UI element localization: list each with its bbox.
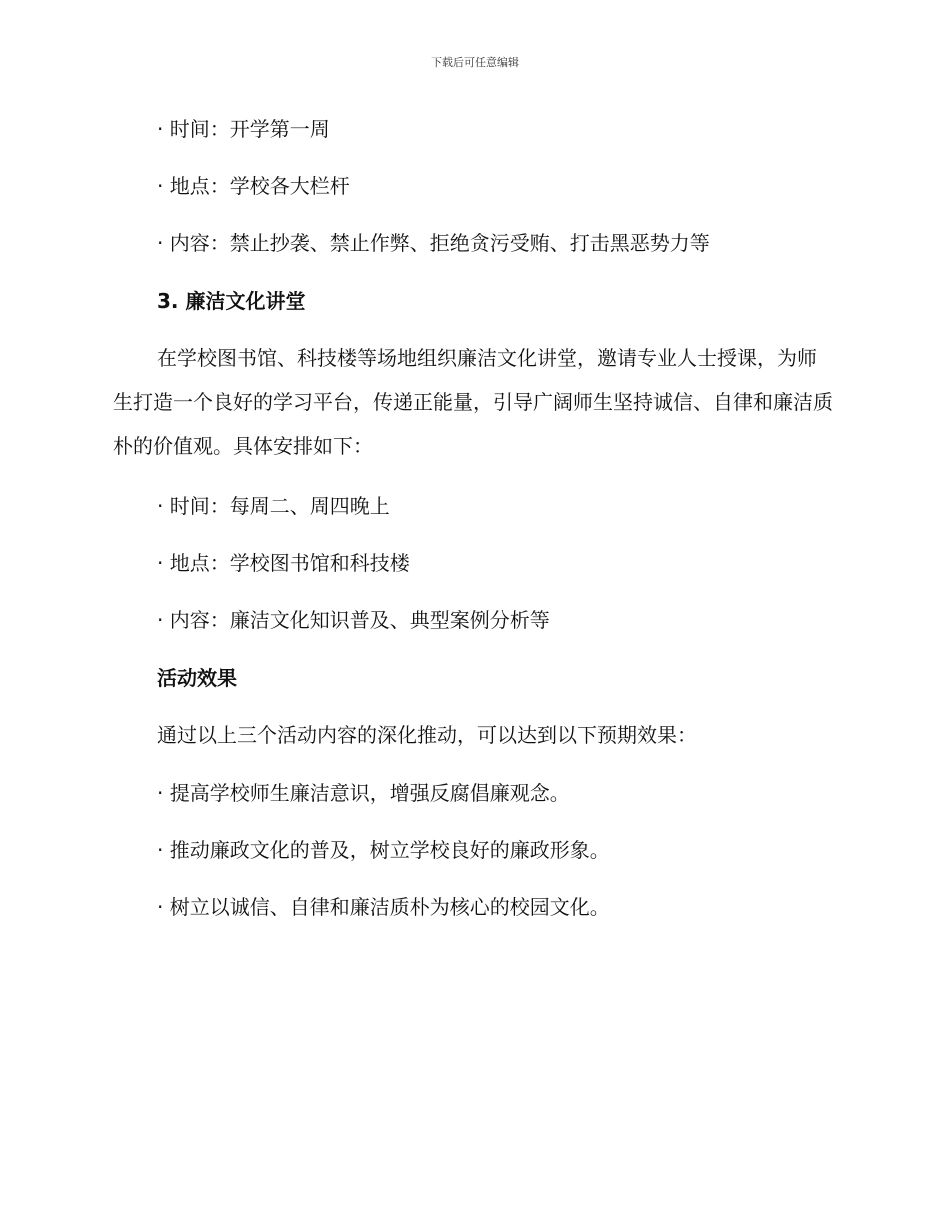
page-header: 下载后可任意编辑 [431,56,519,69]
bullet-location: · 地点：学校图书馆和科技楼 [157,551,410,575]
bullet-time: · 时间：开学第一周 [157,117,330,141]
effect-item: · 提高学校师生廉洁意识，增强反腐倡廉观念。 [157,781,570,805]
effect-item: · 推动廉政文化的普及，树立学校良好的廉政形象。 [157,838,610,862]
effect-item: · 树立以诚信、自律和廉洁质朴为核心的校园文化。 [157,895,610,919]
bullet-content: · 内容：廉洁文化知识普及、典型案例分析等 [157,608,550,632]
bullet-time: · 时间：每周二、周四晚上 [157,494,390,518]
bullet-content: · 内容：禁止抄袭、禁止作弊、拒绝贪污受贿、打击黑恶势力等 [157,231,710,255]
effects-intro: 通过以上三个活动内容的深化推动，可以达到以下预期效果： [157,723,697,747]
section-paragraph: 在学校图书馆、科技楼等场地组织廉洁文化讲堂，邀请专业人士授课，为师生打造一个良好的学习平台，传递正能量，引导广阔师生坚持诚信、自律和廉洁质朴的价值观。具体安排如下： [113,346,833,458]
effects-heading: 活动效果 [157,666,237,690]
section-heading: 3. 廉洁文化讲堂 [157,289,306,313]
bullet-location: · 地点：学校各大栏杆 [157,174,350,198]
